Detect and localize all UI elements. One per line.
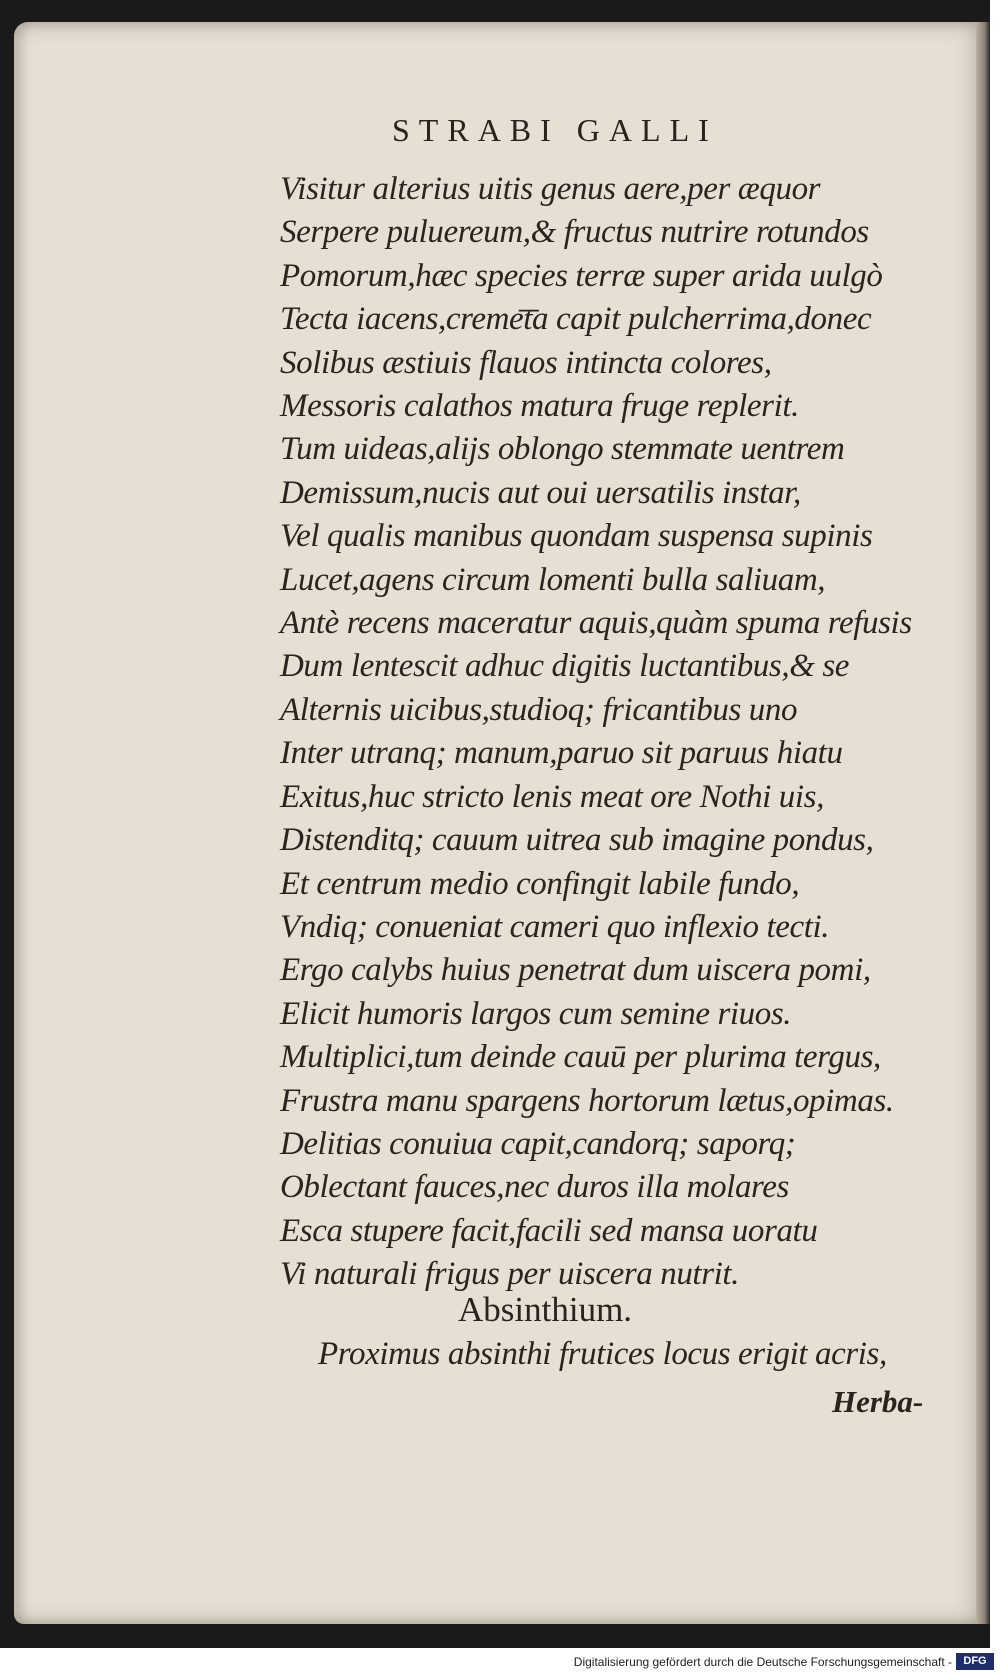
verse-line: Messoris calathos matura fruge replerit.	[280, 388, 800, 425]
verse-line: Distenditq; cauum uitrea sub imagine pondus,	[280, 822, 874, 859]
verse-line: Pomorum,hæc species terræ super arida uulgò	[280, 257, 883, 294]
verse-line: Solibus æstiuis flauos intincta colores,	[280, 344, 772, 381]
verse-line: Exitus,huc stricto lenis meat ore Nothi uis,	[280, 778, 824, 815]
verse-line: Frustra manu spargens hortorum lætus,opimas.	[280, 1082, 894, 1119]
verse-line: Oblectant fauces,nec duros illa molares	[280, 1169, 789, 1206]
verse-line: Esca stupere facit,facili sed mansa uoratu	[280, 1212, 818, 1249]
page-edge	[976, 22, 990, 1624]
verse-line: Ergo calybs huius penetrat dum uiscera pomi,	[280, 952, 871, 989]
verse-line: Vi naturali frigus per uiscera nutrit.	[280, 1256, 740, 1293]
verse-line: Inter utranq; manum,paruo sit paruus hiatu	[280, 735, 843, 772]
section-title: Absinthium.	[458, 1290, 633, 1329]
verse-line: Antè recens maceratur aquis,quàm spuma refusis	[280, 605, 912, 642]
running-head: STRABI GALLI	[392, 112, 718, 148]
verse-line: Vel qualis manibus quondam suspensa supinis	[280, 518, 873, 555]
footer-credit: Digitalisierung gefördert durch die Deutsche Forschungsgemeinschaft -	[573, 1655, 952, 1669]
verse-line: Elicit humoris largos cum semine riuos.	[280, 995, 792, 1032]
verse-line: Et centrum medio confingit labile fundo,	[280, 865, 800, 902]
digitization-footer	[0, 1648, 1000, 1675]
verse-line: Dum lentescit adhuc digitis luctantibus,& se	[280, 648, 850, 685]
verse-line: Alternis uicibus,studioq; fricantibus uno	[280, 691, 798, 728]
verse-line: Multiplici,tum deinde cauū per plurima tergus,	[280, 1039, 881, 1076]
verse-line: Tum uideas,alijs oblongo stemmate uentrem	[280, 431, 845, 468]
dfg-logo: DFG	[956, 1653, 994, 1670]
catchword: Herba-	[832, 1384, 924, 1419]
verse-line: Tecta iacens,creme͞ta capit pulcherrima,donec	[280, 301, 872, 338]
verse-line: Lucet,agens circum lomenti bulla saliuam,	[280, 561, 826, 598]
verse-line: Proximus absinthi frutices locus erigit acris,	[318, 1336, 887, 1372]
verse-line: Serpere puluereum,& fructus nutrire rotundos	[280, 214, 869, 251]
verse-line: Vndiq; conueniat cameri quo inflexio tecti.	[280, 908, 830, 945]
verse-line: Demissum,nucis aut oui uersatilis instar,	[280, 474, 801, 511]
verse-line: Visitur alterius uitis genus aere,per æquor	[280, 171, 821, 207]
verse-block	[280, 168, 912, 1297]
verse-line: Delitias conuiua capit,candorq; saporq;	[280, 1125, 796, 1162]
